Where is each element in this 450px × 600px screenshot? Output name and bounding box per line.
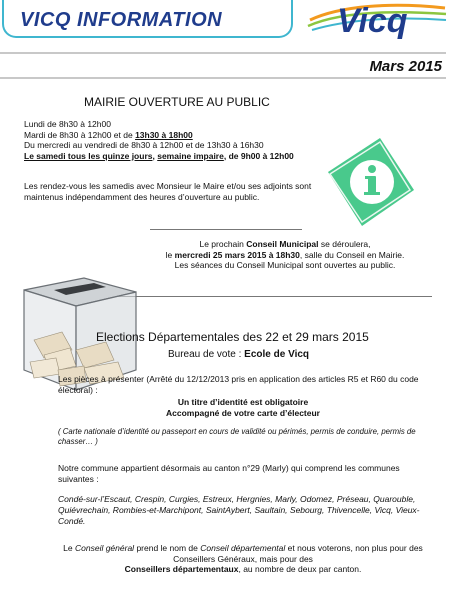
accepted-id-list: ( Carte nationale d’identité ou passeport en cours de validité ou périmés, permis de conduire, permis de chasser… ) — [58, 427, 416, 446]
newsletter-title: VICQ INFORMATION — [20, 9, 223, 31]
divider — [150, 229, 302, 230]
canton-note: Notre commune appartient désormais au canton n°29 (Marly) qui comprend les communes suivantes : — [58, 463, 400, 484]
hours-saturday: Le samedi tous les quinze jours, semaine impaire, de 9h00 à 12h00 — [24, 150, 294, 161]
opening-hours — [24, 119, 294, 161]
divider — [0, 52, 446, 54]
issue-date: Mars 2015 — [369, 58, 442, 75]
conseil-departemental-note: Le Conseil général prend le nom de Conseil départemental et nous voterons, non plus pour des Conseillers Généraux, mais pour des Conseillers départementaux, au nombre de deux par canton. — [63, 543, 423, 575]
rendezvous-note: Les rendez-vous les samedis avec Monsieur le Maire et/ou ses adjoints sont maintenus indépendamment des heures d’ouverture au public. — [24, 181, 312, 202]
hours-wed-fri: Du mercredi au vendredi de 8h30 à 12h00 et de 13h30 à 16h30 — [24, 140, 264, 151]
mairie-section-title: MAIRIE OUVERTURE AU PUBLIC — [84, 95, 270, 109]
info-icon — [318, 132, 418, 232]
hours-monday: Lundi de 8h30 à 12h00 — [24, 119, 111, 129]
hours-tuesday: Mardi de 8h30 à 12h00 et de 13h30 à 18h00 — [24, 129, 193, 140]
canton-communes-list: Condé-sur-l’Escaut, Crespin, Curgies, Estreux, Hergnies, Marly, Odomez, Préseau, Quarouble, Quiévrechain, Rombies-et-Marchipont, SaintAybert, Saultain, Sebourg, Thivencelle, Vicq, Vieux-Condé. — [58, 494, 420, 526]
polling-station: Bureau de vote : Ecole de Vicq — [168, 349, 310, 360]
elections-title: Elections Départementales des 22 et 29 mars 2015 — [96, 330, 369, 344]
documents-required: Les pièces à présenter (Arrêté du 12/12/2013 pris en application des articles R5 et R60 du code électoral) : — [58, 374, 419, 395]
conseil-municipal-notice: Le prochain Conseil Municipal se déroulera, le mercredi 25 mars 2015 à 18h30, salle du Conseil en Mairie. Les séances du Conseil Municipal sont ouvertes au public. — [165, 239, 405, 271]
vicq-logo-text: Vicq — [337, 2, 408, 40]
divider — [0, 77, 446, 79]
id-requirement: Un titre d’identité est obligatoire Accompagné de votre carte d’électeur — [165, 397, 320, 418]
